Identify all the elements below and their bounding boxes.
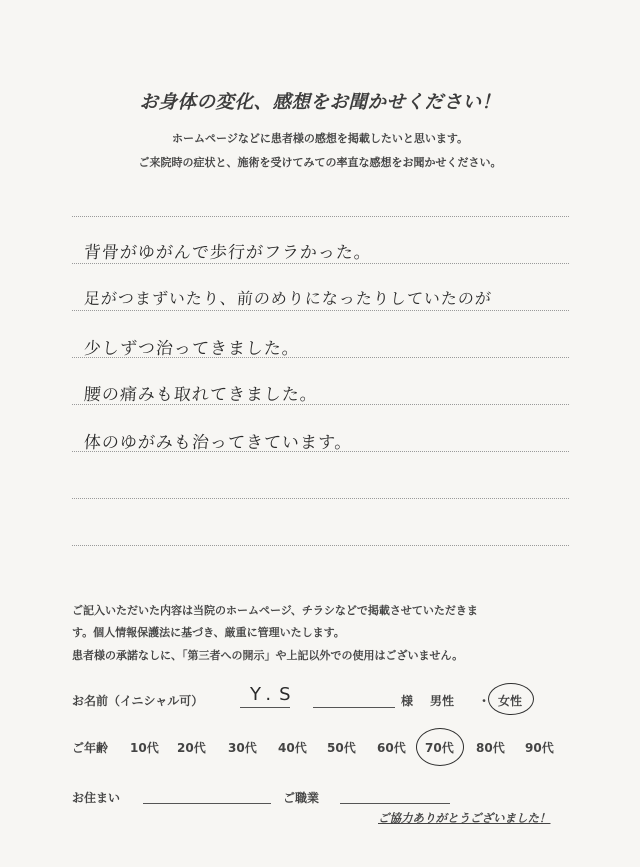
occupation-field-line xyxy=(340,803,450,804)
subtitle-line-1: ホームページなどに患者様の感想を掲載したいと思います。 xyxy=(172,132,468,145)
writing-rule xyxy=(72,310,569,311)
name-label: お名前（イニシャル可） xyxy=(72,694,204,708)
gender-selection-circle xyxy=(488,683,534,715)
name-value: Y.S xyxy=(250,684,299,705)
writing-rule xyxy=(72,545,569,546)
gender-separator: ・ xyxy=(478,694,491,708)
writing-rule xyxy=(72,263,569,264)
age-option: 20代 xyxy=(177,741,206,755)
age-label: ご年齢 xyxy=(72,741,109,755)
gender-male: 男性 xyxy=(430,694,455,708)
subtitle-line-2: ご来院時の症状と、施術を受けてみての率直な感想をお聞かせください。 xyxy=(138,156,502,169)
honorific: 様 xyxy=(401,694,414,708)
age-option: 90代 xyxy=(525,741,554,755)
age-option: 50代 xyxy=(327,741,356,755)
age-option: 60代 xyxy=(377,741,406,755)
name-field-line xyxy=(240,707,290,708)
page-title: お身体の変化、感想をお聞かせください！ xyxy=(139,92,501,113)
age-option: 30代 xyxy=(228,741,257,755)
writing-rule xyxy=(72,216,569,217)
gender-female: 女性 xyxy=(498,694,523,708)
age-option: 40代 xyxy=(278,741,307,755)
address-label: お住まい xyxy=(72,791,121,805)
handwritten-line: 足がつまずいたり、前のめりになったりしていたのが xyxy=(83,289,493,308)
age-option: 10代 xyxy=(130,741,159,755)
handwritten-line: 少しずつ治ってきました。 xyxy=(83,339,301,359)
age-selection-circle xyxy=(416,728,464,766)
thanks-message: ご協力ありがとうございました！ xyxy=(378,811,551,825)
age-option-selected: 70代 xyxy=(425,741,454,755)
handwritten-line: 体のゆがみも治ってきています。 xyxy=(83,433,354,453)
notice-line-1: ご記入いただいた内容は当院のホームページ、チラシなどで掲載させていただきま xyxy=(72,604,478,617)
name-field-line xyxy=(313,707,395,708)
writing-rule xyxy=(72,498,569,499)
notice-line-3: 患者様の承諾なしに、「第三者への開示」や上記以外での使用はございません。 xyxy=(72,649,464,662)
handwritten-line: 背骨がゆがんで歩行がフラかった。 xyxy=(83,243,373,263)
handwritten-line: 腰の痛みも取れてきました。 xyxy=(83,385,319,405)
occupation-label: ご職業 xyxy=(283,791,320,805)
notice-line-2: す。個人情報保護法に基づき、厳重に管理いたします。 xyxy=(72,626,345,639)
address-field-line xyxy=(143,803,271,804)
age-option: 80代 xyxy=(476,741,505,755)
